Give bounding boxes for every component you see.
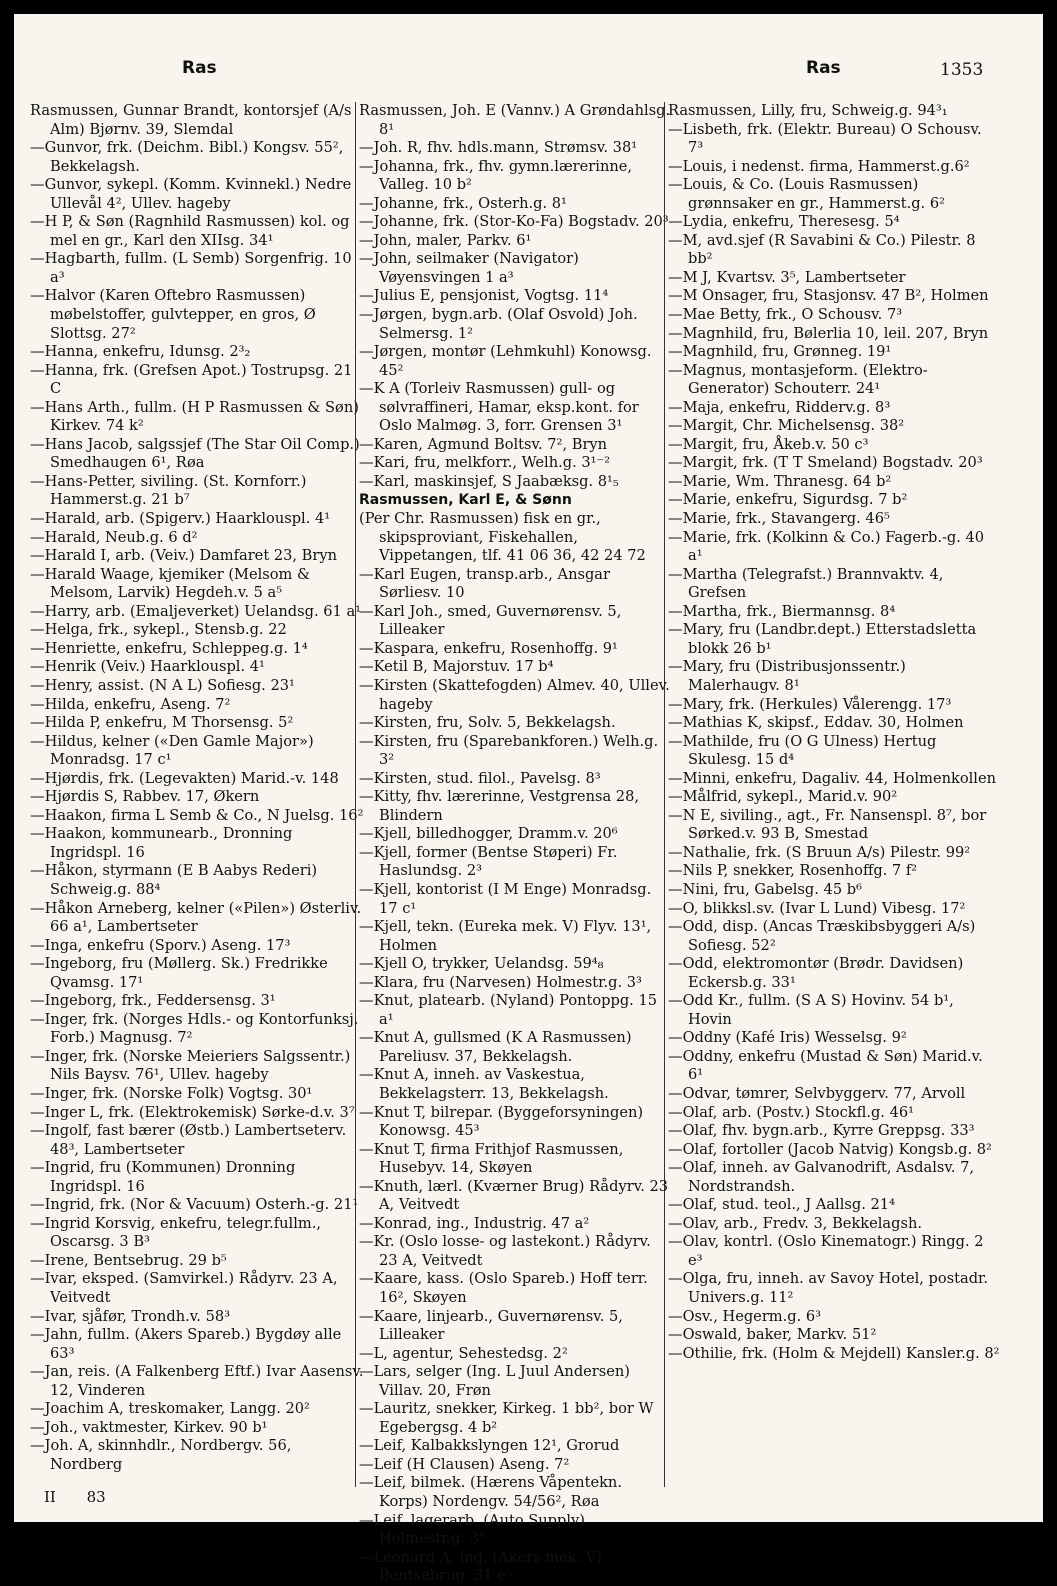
directory-entry: —Karl Joh., smed, Guvernørensv. 5, Lilleaker [359, 602, 622, 639]
directory-entry: —Hjørdis, frk. (Legevakten) Marid.-v. 148 [30, 769, 339, 787]
directory-entry: —Olav, kontrl. (Oslo Kinematogr.) Ringg. 2 e³ [668, 1233, 984, 1269]
directory-entry: —Magnus, montasjeform. (Elektro-Generator) Schouterr. 24¹ [668, 361, 928, 398]
directory-entry: —John, maler, Parkv. 6¹ [359, 231, 532, 249]
directory-entry: —Inger, frk. (Norske Folk) Vogtsg. 30¹ [30, 1084, 313, 1102]
directory-entry: —Kirsten, fru (Sparebankforen.) Welh.g. 3² [359, 732, 659, 769]
directory-entry: —Mae Betty, frk., O Schousv. 7³ [668, 306, 903, 324]
directory-entry: —Gunvor, sykepl. (Komm. Kvinnekl.) Nedre Ullevål 4², Ullev. hageby [30, 176, 352, 212]
directory-entry: —Karl, maskinsjef, S Jaabæksg. 8¹₅ [359, 472, 619, 490]
directory-entry: —Hans-Petter, siviling. (St. Kornforr.) Hammerst.g. 21 b⁷ [30, 472, 307, 509]
directory-entry: —O, blikksl.sv. (Ivar L Lund) Vibesg. 17² [668, 899, 966, 917]
directory-entry: —Henrik (Veiv.) Haarklouspl. 4¹ [30, 658, 265, 676]
directory-entry: —Marie, frk. (Kolkinn & Co.) Fagerb.-g. 40 a¹ [668, 528, 985, 565]
directory-entry: —H P, & Søn (Ragnhild Rasmussen) kol. og mel en gr., Karl den XIIsg. 34¹ [30, 213, 350, 249]
directory-entry: —Inger L, frk. (Elektrokemisk) Sørke-d.v. 3⁷ [30, 1103, 355, 1121]
directory-entry: —Helga, frk., sykepl., Stensb.g. 22 [30, 621, 287, 639]
directory-entry: —Lisbeth, frk. (Elektr. Bureau) O Schousv. 7³ [668, 120, 982, 157]
directory-entry: —Håkon Arneberg, kelner («Pilen») Østerliv. 66 a¹, Lambertseter [30, 899, 362, 936]
running-header-right: Ras [806, 58, 841, 78]
directory-entry: —Leonard A, ing. (Akers mek. V) Bentsebrug. 31 e⁵ [359, 1548, 602, 1585]
directory-entry: —Martha (Telegrafst.) Brannvaktv. 4, Grefsen [668, 565, 944, 602]
directory-entry: —Magnhild, fru, Bølerlia 10, leil. 207, Bryn [668, 324, 989, 342]
directory-entry: —Joh. R, fhv. hdls.mann, Strømsv. 38¹ [359, 139, 638, 157]
directory-entry: —Kr. (Oslo losse- og lastekont.) Rådyrv. 23 A, Veitvedt [359, 1233, 651, 1269]
directory-entry: —Olav, arb., Fredv. 3, Bekkelagsh. [668, 1214, 923, 1232]
directory-entry: —Henriette, enkefru, Schleppeg.g. 1⁴ [30, 639, 308, 657]
directory-entry: —Kaare, linjearb., Guvernørensv. 5, Lilleaker [359, 1307, 623, 1344]
directory-page [14, 14, 1043, 1585]
directory-entry: —Inger, frk. (Norske Meieriers Salgssentr.) Nils Baysv. 76¹, Ullev. hageby [30, 1047, 351, 1084]
directory-entry: Rasmussen, Gunnar Brandt, kontorsjef (A/s Alm) Bjørnv. 39, Slemdal [30, 102, 352, 138]
column-2 [359, 102, 673, 1585]
directory-entry: —Joh., vaktmester, Kirkev. 90 b¹ [30, 1418, 268, 1436]
directory-entry: —Oddny, enkefru (Mustad & Søn) Marid.v. 6¹ [668, 1047, 983, 1084]
directory-entry: —Kaare, kass. (Oslo Spareb.) Hoff terr. 16², Skøyen [359, 1270, 648, 1306]
directory-entry: —Lydia, enkefru, Theresesg. 5⁴ [668, 213, 900, 231]
directory-entry: —Klara, fru (Narvesen) Holmestr.g. 3³ [359, 973, 642, 991]
directory-entry: —Hans Jacob, salgssjef (The Star Oil Comp.) Smedhaugen 6¹, Røa [30, 435, 360, 472]
directory-entry: —Magnhild, fru, Grønneg. 19¹ [668, 343, 892, 361]
directory-entry: —Ketil B, Majorstuv. 17 b⁴ [359, 658, 554, 676]
directory-entry: —Osv., Hegerm.g. 6³ [668, 1307, 822, 1325]
directory-entry: —Ingrid, fru (Kommunen) Dronning Ingridspl. 16 [30, 1159, 296, 1195]
directory-entry: —Knut T, firma Frithjof Rasmussen, Husebyv. 14, Skøyen [359, 1140, 624, 1177]
directory-entry: —Julius E, pensjonist, Vogtsg. 11⁴ [359, 287, 609, 305]
directory-entry: —Halvor (Karen Oftebro Rasmussen) møbelstoffer, gulvtepper, en gros, Ø Slottsg. 27² [30, 287, 316, 342]
directory-entry: —Kjell, kontorist (I M Enge) Monradsg. 17 c¹ [359, 880, 652, 917]
directory-entry: —Nathalie, frk. (S Bruun A/s) Pilestr. 99² [668, 843, 971, 861]
directory-entry: —Jørgen, bygn.arb. (Olaf Osvold) Joh. Selmersg. 1² [359, 306, 638, 342]
directory-entry: —Harald I, arb. (Veiv.) Damfaret 23, Bryn [30, 547, 338, 565]
directory-entry: —K A (Torleiv Rasmussen) gull- og sølvraffineri, Hamar, eksp.kont. for Oslo Malmøg. 3, forr. Grensen 3¹ [359, 380, 639, 435]
directory-entry: —Olaf, inneh. av Galvanodrift, Asdalsv. 7, Nordstrandsh. [668, 1159, 975, 1195]
directory-entry: —Henry, assist. (N A L) Sofiesg. 23¹ [30, 676, 295, 694]
directory-entry: —Haakon, kommunearb., Dronning Ingridspl. 16 [30, 825, 293, 861]
directory-entry: —Oddny (Kafé Iris) Wesselsg. 9² [668, 1029, 907, 1047]
footer-number: 83 [86, 1488, 106, 1506]
directory-entry: —Margit, frk. (T T Smeland) Bogstadv. 20³ [668, 454, 983, 472]
directory-entry: —Ingrid, frk. (Nor & Vacuum) Osterh.-g. 21¹ [30, 1196, 359, 1214]
directory-entry: —Kari, fru, melkforr., Welh.g. 3¹⁻² [359, 454, 611, 472]
directory-entry: —Kjell, tekn. (Eureka mek. V) Flyv. 13¹, Holmen [359, 918, 652, 954]
directory-entry: —Marie, frk., Stavangerg. 46⁵ [668, 510, 890, 528]
directory-entry: —Karen, Agmund Boltsv. 7², Bryn [359, 435, 608, 453]
directory-entry: —Lauritz, snekker, Kirkeg. 1 bb², bor W Egebergsg. 4 b² [359, 1400, 654, 1436]
running-header-left: Ras [182, 58, 217, 78]
directory-entry: —M Onsager, fru, Stasjonsv. 47 B², Holmen [668, 287, 989, 305]
directory-entry: —Margit, fru, Åkeb.v. 50 c³ [668, 435, 869, 453]
directory-entry: —Nils P, snekker, Rosenhoffg. 7 f² [668, 862, 918, 880]
directory-entry: —Harald, Neub.g. 6 d² [30, 528, 198, 546]
directory-entry: —Knut A, inneh. av Vaskestua, Bekkelagsterr. 13, Bekkelagsh. [359, 1066, 609, 1102]
directory-entry: —Louis, i nedenst. firma, Hammerst.g.6² [668, 157, 970, 175]
directory-entry: —Knut A, gullsmed (K A Rasmussen) Pareliusv. 37, Bekkelagsh. [359, 1029, 632, 1065]
directory-entry: —Kirsten, fru, Solv. 5, Bekkelagsh. [359, 714, 616, 732]
directory-entry: —Mary, fru (Distribusjonssentr.) Malerhaugv. 8¹ [668, 658, 906, 694]
column-1 [30, 102, 364, 1492]
directory-entry: —Odvar, tømrer, Selvbyggerv. 77, Arvoll [668, 1084, 966, 1102]
directory-entry: —Kirsten, stud. filol., Pavelsg. 8³ [359, 769, 601, 787]
directory-entry: —Harald, arb. (Spigerv.) Haarklouspl. 4¹ [30, 510, 331, 528]
directory-entry: —Haakon, firma L Semb & Co., N Juelsg. 16² [30, 806, 364, 824]
directory-entry: —Knuth, lærl. (Kværner Brug) Rådyrv. 23 A, Veitvedt [359, 1177, 669, 1214]
directory-entry: —Joh. A, skinnhdlr., Nordbergv. 56, Nordberg [30, 1437, 292, 1473]
directory-entry: —Minni, enkefru, Dagaliv. 44, Holmenkollen [668, 769, 996, 787]
footer-section: II [44, 1488, 56, 1506]
directory-entry: Rasmussen, Joh. E (Vannv.) A Grøndahlsg. 8¹ [359, 102, 671, 138]
directory-entry: —Johanne, frk., Osterh.g. 8¹ [359, 194, 567, 212]
directory-entry: —Leif, Kalbakkslyngen 12¹, Grorud [359, 1437, 620, 1455]
directory-entry: —M J, Kvartsv. 3⁵, Lambertseter [668, 268, 906, 286]
directory-entry: —John, seilmaker (Navigator) Vøyensvingen 1 a³ [359, 250, 579, 286]
directory-entry: —Ingeborg, frk., Feddersensg. 3¹ [30, 992, 276, 1010]
directory-entry: —Harry, arb. (Emaljeverket) Uelandsg. 61 a¹ [30, 602, 362, 620]
directory-entry: —M, avd.sjef (R Savabini & Co.) Pilestr. 8 bb² [668, 231, 976, 268]
directory-entry: —Olga, fru, inneh. av Savoy Hotel, postadr. Univers.g. 11² [668, 1270, 989, 1306]
directory-entry: —Mary, fru (Landbr.dept.) Etterstadsletta blokk 26 b¹ [668, 621, 977, 657]
directory-entry: —Mary, frk. (Herkules) Vålerengg. 17³ [668, 695, 952, 713]
directory-entry: —Olaf, fhv. bygn.arb., Kyrre Greppsg. 33³ [668, 1122, 975, 1140]
directory-entry: —Joachim A, treskomaker, Langg. 20² [30, 1400, 310, 1418]
directory-entry: —Oswald, baker, Markv. 51² [668, 1326, 877, 1344]
directory-entry: —Marie, enkefru, Sigurdsg. 7 b² [668, 491, 908, 509]
directory-entry: —Irene, Bentsebrug. 29 b⁵ [30, 1251, 227, 1269]
directory-entry: —Inger, frk. (Norges Hdls.- og Kontorfunksj. Forb.) Magnusg. 7² [30, 1010, 359, 1047]
page-footer [44, 1488, 132, 1506]
directory-entry: —Lars, selger (Ing. L Juul Andersen) Villav. 20, Frøn [359, 1363, 630, 1399]
directory-entry: —Marie, Wm. Thranesg. 64 b² [668, 472, 892, 490]
directory-entry: —Mathias K, skipsf., Eddav. 30, Holmen [668, 714, 964, 732]
directory-entry: —Jahn, fullm. (Akers Spareb.) Bygdøy alle 63³ [30, 1326, 342, 1362]
directory-entry: —Hjørdis S, Rabbev. 17, Økern [30, 788, 260, 806]
directory-entry: —Mathilde, fru (O G Ulness) Hertug Skulesg. 15 d⁴ [668, 732, 937, 769]
directory-entry: —Konrad, ing., Industrig. 47 a² [359, 1214, 590, 1232]
directory-entry: —Kjell, billedhogger, Dramm.v. 20⁶ [359, 825, 618, 843]
directory-entry: —Ingrid Korsvig, enkefru, telegr.fullm., Oscarsg. 3 B³ [30, 1214, 321, 1251]
directory-entry: —Leif (H Clausen) Aseng. 7² [359, 1455, 570, 1473]
directory-entry: —Johanna, frk., fhv. gymn.lærerinne, Valleg. 10 b² [359, 157, 633, 194]
directory-entry: —Odd, elektromontør (Brødr. Davidsen) Eckersb.g. 33¹ [668, 955, 964, 991]
directory-entry: —Hans Arth., fullm. (H P Rasmussen & Søn) Kirkev. 74 k² [30, 398, 359, 435]
directory-entry: —Ingolf, fast bærer (Østb.) Lambertseterv. 48³, Lambertseter [30, 1122, 347, 1158]
directory-entry: —Hildus, kelner («Den Gamle Major») Monradsg. 17 c¹ [30, 732, 314, 769]
directory-entry: —Hanna, enkefru, Idunsg. 2³₂ [30, 343, 251, 361]
directory-entry: —L, agentur, Sehestedsg. 2² [359, 1344, 568, 1362]
directory-entry: —Jørgen, montør (Lehmkuhl) Konowsg. 45² [359, 343, 652, 379]
directory-entry: —Ivar, sjåfør, Trondh.v. 58³ [30, 1307, 230, 1325]
directory-entry: —Jan, reis. (A Falkenberg Eftf.) Ivar Aasensv. 12, Vinderen [30, 1363, 364, 1399]
directory-entry: —Odd Kr., fullm. (S A S) Hovinv. 54 b¹, Hovin [668, 992, 954, 1028]
directory-entry: —Håkon, styrmann (E B Aabys Rederi) Schweig.g. 88⁴ [30, 862, 318, 898]
directory-entry: —Leif, bilmek. (Hærens Våpentekn. Korps) Nordengv. 54/56², Røa [359, 1474, 622, 1511]
directory-entry: —Olaf, stud. teol., J Aallsg. 21⁴ [668, 1196, 895, 1214]
directory-entry: —Hilda P, enkefru, M Thorsensg. 5² [30, 714, 294, 732]
directory-entry: —Kaspara, enkefru, Rosenhoffg. 9¹ [359, 639, 618, 657]
directory-entry: —Louis, & Co. (Louis Rasmussen) grønnsaker en gr., Hammerst.g. 6² [668, 176, 945, 212]
directory-entry: —Harald Waage, kjemiker (Melsom & Melsom, Larvik) Hegdeh.v. 5 a⁵ [30, 565, 311, 602]
directory-entry: —N E, siviling., agt., Fr. Nansenspl. 8⁷, bor Sørked.v. 93 B, Smestad [668, 806, 987, 843]
directory-entry: —Margit, Chr. Michelsensg. 38² [668, 417, 905, 435]
directory-entry: —Johanne, frk. (Stor-Ko-Fa) Bogstadv. 20³ [359, 213, 669, 231]
directory-entry: —Olaf, fortoller (Jacob Natvig) Kongsb.g. 8² [668, 1140, 992, 1158]
directory-entry: —Gunvor, frk. (Deichm. Bibl.) Kongsv. 55², Bekkelagsh. [30, 139, 344, 175]
directory-entry: —Inga, enkefru (Sporv.) Aseng. 17³ [30, 936, 291, 954]
column-3 [668, 102, 1000, 1492]
directory-entry: —Hanna, frk. (Grefsen Apot.) Tostrupsg. 21 C [30, 361, 353, 398]
directory-entry: —Odd, disp. (Ancas Træskibsbyggeri A/s) Sofiesg. 52² [668, 918, 976, 954]
directory-entry: —Kjell O, trykker, Uelandsg. 59⁴₈ [359, 955, 604, 973]
directory-entry: —Knut, platearb. (Nyland) Pontoppg. 15 a¹ [359, 992, 658, 1028]
directory-entry: —Kjell, former (Bentse Støperi) Fr. Haslundsg. 2³ [359, 843, 618, 880]
directory-entry: Rasmussen, Lilly, fru, Schweig.g. 94³₁ [668, 102, 948, 119]
directory-entry: Rasmussen, Karl E, & Sønn [359, 492, 572, 509]
directory-entry: —Nini, fru, Gabelsg. 45 b⁶ [668, 880, 862, 898]
directory-entry: —Kirsten (Skattefogden) Almev. 40, Ullev. hageby [359, 676, 670, 713]
directory-entry: —Olaf, arb. (Postv.) Stockfl.g. 46¹ [668, 1103, 915, 1121]
directory-entry: —Hilda, enkefru, Aseng. 7² [30, 695, 231, 713]
directory-entry: —Ivar, eksped. (Samvirkel.) Rådyrv. 23 A, Veitvedt [30, 1270, 338, 1306]
directory-entry: —Kitty, fhv. lærerinne, Vestgrensa 28, Blindern [359, 788, 640, 824]
directory-entry: —Leif, lagerarb. (Auto Supply) Holmestr.g. 3³ [359, 1511, 585, 1548]
directory-entry: (Per Chr. Rasmussen) fisk en gr., skipsproviant, Fiskehallen, Vippetangen, tlf. 41 06 36, 42 24 72 [359, 510, 646, 565]
directory-entry: —Ingeborg, fru (Møllerg. Sk.) Fredrikke Qvamsg. 17¹ [30, 955, 328, 991]
directory-entry: —Knut T, bilrepar. (Byggeforsyningen) Konowsg. 45³ [359, 1103, 644, 1140]
directory-entry: —Hagbarth, fullm. (L Semb) Sorgenfrig. 10 a³ [30, 250, 352, 286]
directory-entry: —Karl Eugen, transp.arb., Ansgar Sørliesv. 10 [359, 565, 610, 602]
directory-entry: —Martha, frk., Biermannsg. 8⁴ [668, 602, 896, 620]
page-number: 1353 [940, 60, 984, 80]
directory-entry: —Målfrid, sykepl., Marid.v. 90² [668, 788, 898, 806]
directory-entry: —Othilie, frk. (Holm & Mejdell) Kansler.g. 8² [668, 1344, 1000, 1362]
directory-entry: —Maja, enkefru, Ridderv.g. 8³ [668, 398, 891, 416]
